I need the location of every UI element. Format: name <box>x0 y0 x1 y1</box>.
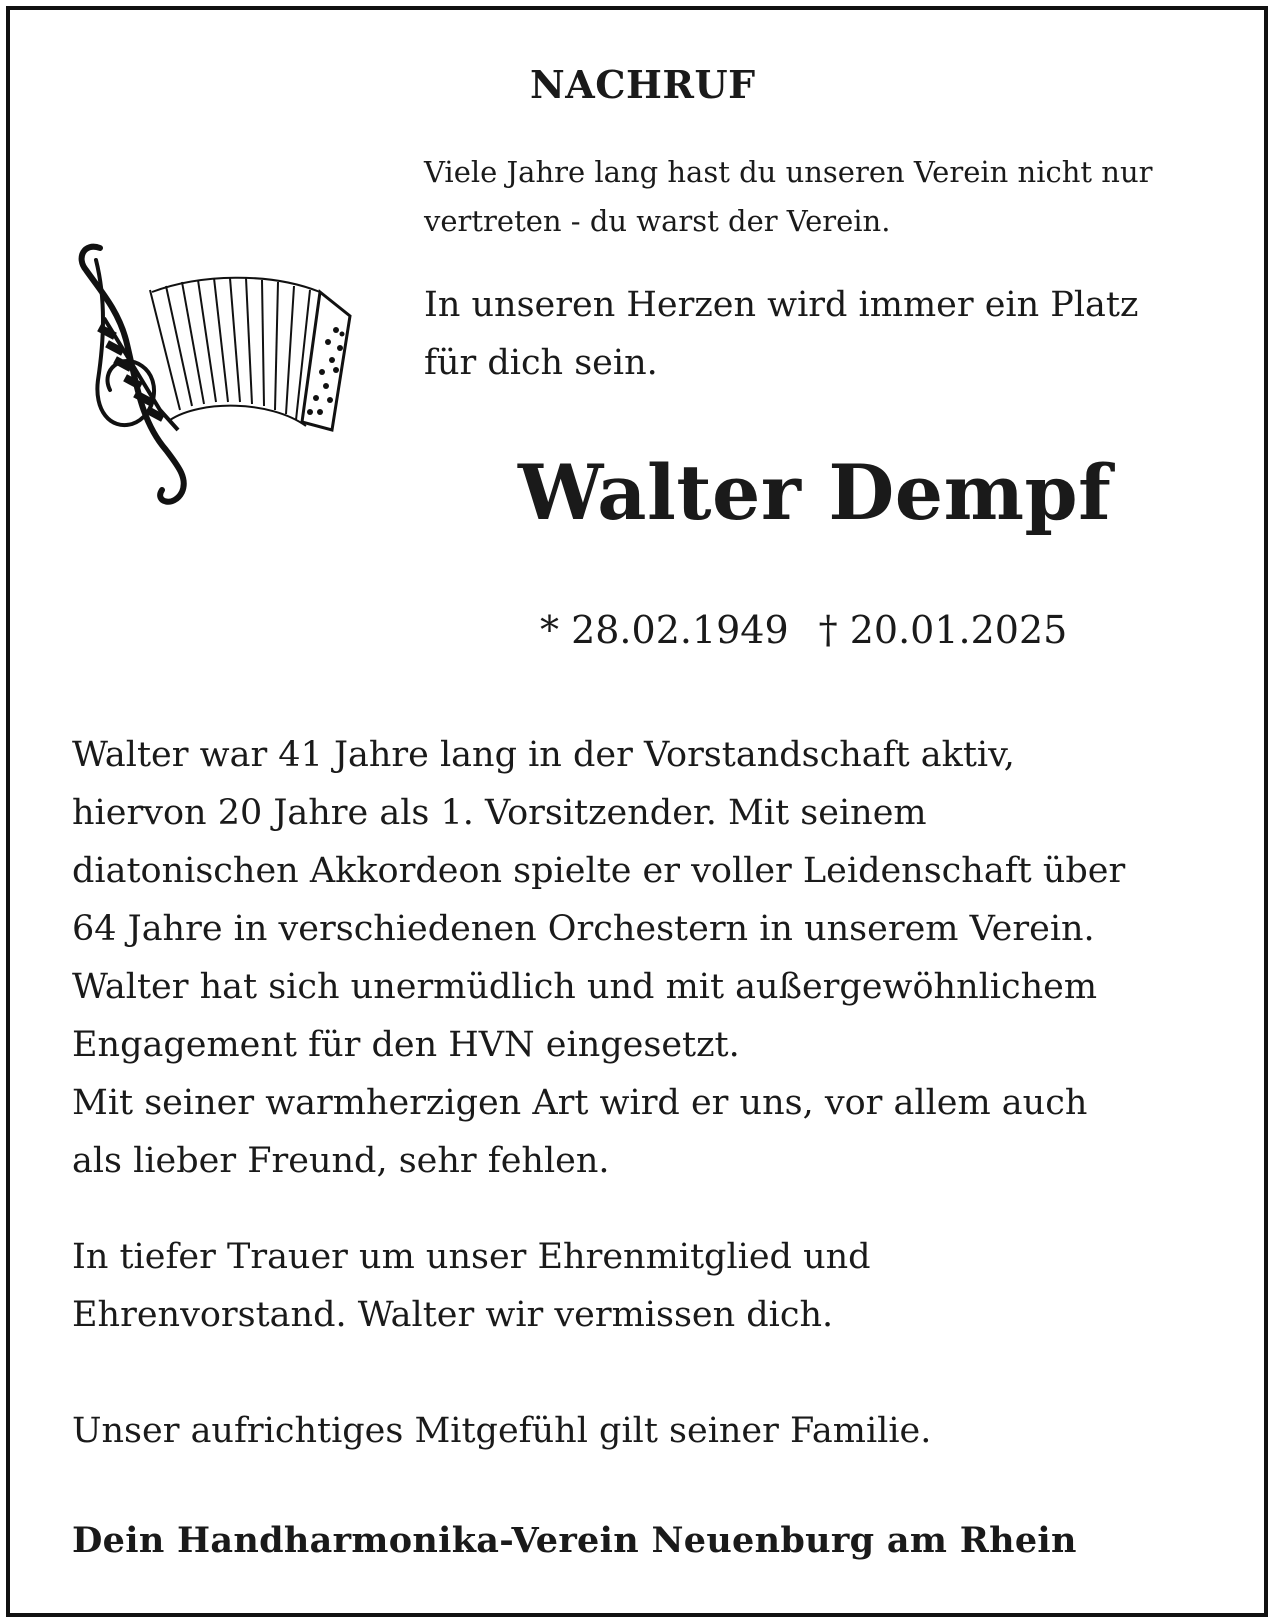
mourning-line: Ehrenvorstand. Walter wir vermissen dich. <box>72 1295 834 1335</box>
tribute-text <box>72 726 1232 1190</box>
tribute-line: Engagement für den HVN eingesetzt. <box>72 1025 740 1065</box>
tribute-line: diatonischen Akkordeon spielte er voller Leidenschaft über <box>72 851 1126 891</box>
heart-line: In unseren Herzen wird immer ein Platz <box>424 285 1139 325</box>
heart-text <box>424 276 1244 392</box>
tribute-line: Walter war 41 Jahre lang in der Vorstandschaft aktiv, <box>72 735 1015 775</box>
intro-line: Viele Jahre lang hast du unseren Verein nicht nur <box>424 155 1153 189</box>
accordion-treble-clef-icon <box>70 240 370 510</box>
mourning-line: In tiefer Trauer um unser Ehrenmitglied und <box>72 1237 871 1277</box>
club-signature: Dein Handharmonika-Verein Neuenburg am Rhein <box>72 1520 1077 1561</box>
deceased-name: Walter Dempf <box>518 448 1112 537</box>
tribute-line: Mit seiner warmherzigen Art wird er uns, vor allem auch <box>72 1083 1088 1123</box>
tribute-line: hiervon 20 Jahre als 1. Vorsitzender. Mit seinem <box>72 793 927 833</box>
life-dates <box>540 608 1067 652</box>
heart-line: für dich sein. <box>424 343 658 383</box>
intro-text <box>424 148 1224 246</box>
tribute-line: als lieber Freund, sehr fehlen. <box>72 1141 610 1181</box>
death-date: † 20.01.2025 <box>818 608 1068 652</box>
obituary-heading: NACHRUF <box>530 62 756 107</box>
sympathy-text: Unser aufrichtiges Mitgefühl gilt seiner Familie. <box>72 1411 932 1451</box>
mourning-text <box>72 1228 1232 1344</box>
birth-date: * 28.02.1949 <box>540 608 789 652</box>
intro-line: vertreten - du warst der Verein. <box>424 204 891 238</box>
tribute-line: 64 Jahre in verschiedenen Orchestern in unserem Verein. <box>72 909 1095 949</box>
tribute-line: Walter hat sich unermüdlich und mit außergewöhnlichem <box>72 967 1098 1007</box>
